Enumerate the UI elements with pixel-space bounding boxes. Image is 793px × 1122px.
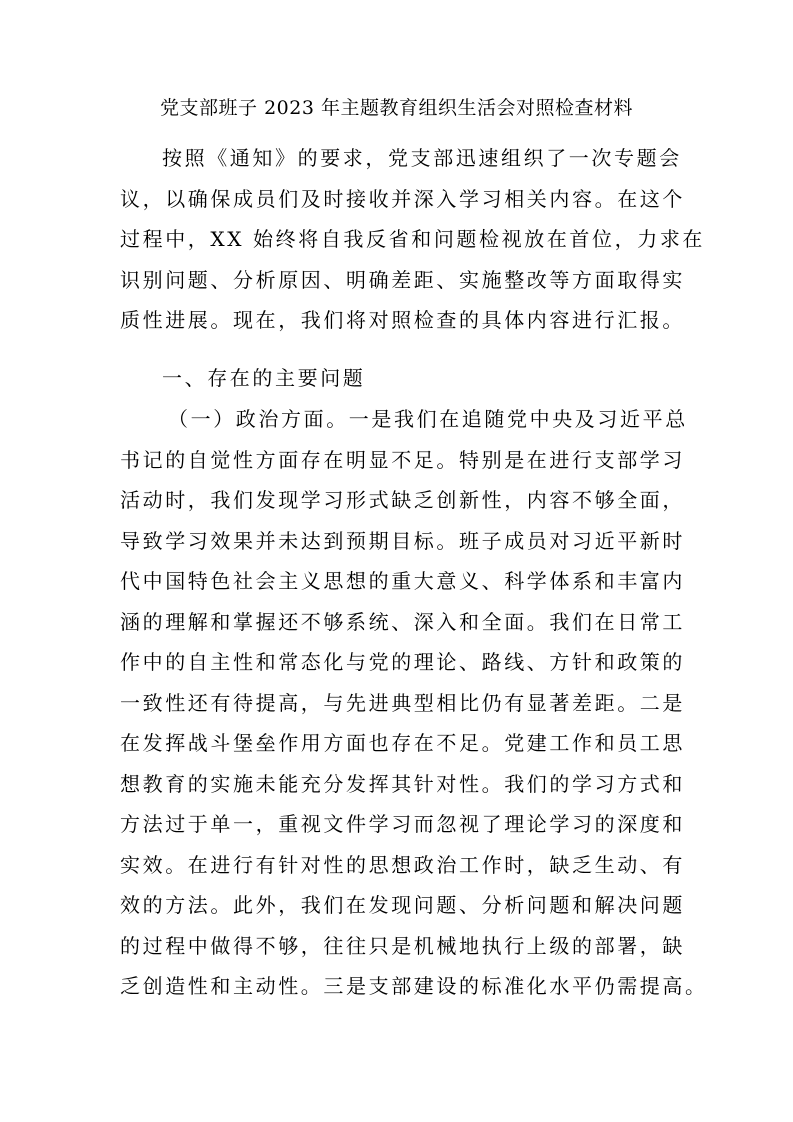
paragraph-line: 书记的自觉性方面存在明显不足。特别是在进行支部学习 xyxy=(120,447,685,472)
paragraph-line: 实效。在进行有针对性的思想政治工作时，缺乏生动、有 xyxy=(120,852,685,877)
paragraph-line: 一致性还有待提高，与先进典型相比仍有显著差距。二是 xyxy=(120,690,685,715)
political-aspect-paragraph xyxy=(120,399,708,1007)
paragraph-line: 的过程中做得不够，往往只是机械地执行上级的部署，缺 xyxy=(120,933,685,958)
paragraph-line: 议，以确保成员们及时接收并深入学习相关内容。在这个 xyxy=(120,186,685,211)
intro-paragraph xyxy=(120,138,706,341)
paragraph-line: 活动时，我们发现学习形式缺乏创新性，内容不够全面， xyxy=(120,488,685,512)
paragraph-line: 乏创造性和主动性。三是支部建设的标准化水平仍需提高。 xyxy=(120,974,708,998)
paragraph-line: 想教育的实施未能充分发挥其针对性。我们的学习方式和 xyxy=(120,771,685,796)
section-heading: 一、存在的主要问题 xyxy=(162,366,366,390)
paragraph-line: 在发挥战斗堡垒作用方面也存在不足。党建工作和员工思 xyxy=(120,731,685,755)
document-title: 党支部班子 2023 年主题教育组织生活会对照检查材料 xyxy=(160,97,633,119)
paragraph-line: 导致学习效果并未达到预期目标。班子成员对习近平新时 xyxy=(120,528,685,553)
paragraph-line: 涵的理解和掌握还不够系统、深入和全面。我们在日常工 xyxy=(120,609,685,634)
paragraph-line: （一）政治方面。一是我们在追随党中央及习近平总 xyxy=(168,407,688,431)
paragraph-line: 作中的自主性和常态化与党的理论、路线、方针和政策的 xyxy=(120,650,685,674)
paragraph-line: 代中国特色社会主义思想的重大意义、科学体系和丰富内 xyxy=(120,569,685,593)
paragraph-line: 按照《通知》的要求，党支部迅速组织了一次专题会 xyxy=(162,146,682,170)
paragraph-line: 过程中，XX 始终将自我反省和问题检视放在首位，力求在 xyxy=(120,227,706,251)
paragraph-line: 方法过于单一，重视文件学习而忽视了理论学习的深度和 xyxy=(120,812,685,836)
paragraph-line: 质性进展。现在，我们将对照检查的具体内容进行汇报。 xyxy=(120,308,685,332)
paragraph-line: 效的方法。此外，我们在发现问题、分析问题和解决问题 xyxy=(120,893,685,917)
paragraph-line: 识别问题、分析原因、明确差距、实施整改等方面取得实 xyxy=(120,267,685,292)
section-heading-block xyxy=(120,358,685,399)
